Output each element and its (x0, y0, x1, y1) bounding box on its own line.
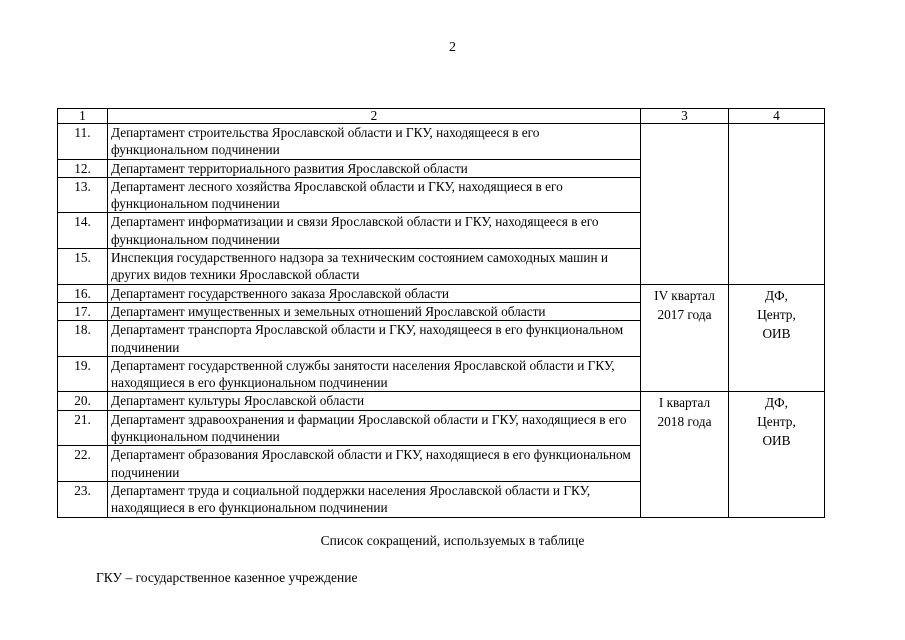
row-text: Инспекция государственного надзора за техническим состоянием самоходных машин и других видов техники Ярославской области (108, 249, 641, 285)
abbreviations-title: Список сокращений, используемых в таблице (320, 533, 585, 548)
abbreviation-item: ГКУ – государственное казенное учреждение (96, 570, 358, 585)
row-text: Департамент здравоохранения и фармации Ярославской области и ГКУ, находящиеся в его функциональном подчинении (108, 410, 641, 446)
period-line: IV квартал (654, 287, 715, 303)
responsible-cell (729, 124, 825, 285)
row-text: Департамент имущественных и земельных отношений Ярославской области (108, 302, 641, 320)
responsible-line: ДФ, (765, 287, 788, 303)
responsible-cell (729, 284, 825, 392)
period-line: I квартал (658, 395, 711, 411)
period-line: 2017 года (657, 306, 712, 322)
row-number: 13. (58, 177, 108, 213)
row-text: Департамент лесного хозяйства Ярославской области и ГКУ, находящиеся в его функциональном подчинении (108, 177, 641, 213)
row-text: Департамент территориального развития Ярославской области (108, 159, 641, 177)
row-number: 19. (58, 356, 108, 392)
row-number: 12. (58, 159, 108, 177)
row-number: 21. (58, 410, 108, 446)
column-header: 1 (58, 109, 108, 124)
responsible-line: ОИВ (762, 433, 791, 449)
page-number: 2 (449, 40, 456, 55)
row-number: 23. (58, 481, 108, 517)
period-cell (641, 392, 729, 517)
schedule-table (57, 108, 825, 518)
row-number: 11. (58, 124, 108, 160)
row-text: Департамент информатизации и связи Ярославской области и ГКУ, находящееся в его функциональном подчинении (108, 213, 641, 249)
responsible-line: Центр, (757, 306, 796, 322)
row-number: 17. (58, 302, 108, 320)
period-cell (641, 124, 729, 285)
column-header: 3 (641, 109, 729, 124)
responsible-cell (729, 392, 825, 517)
row-text: Департамент образования Ярославской области и ГКУ, находящиеся в его функциональном подчинении (108, 446, 641, 482)
table-row (58, 392, 825, 410)
row-number: 16. (58, 284, 108, 302)
row-text: Департамент культуры Ярославской области (108, 392, 641, 410)
period-line: 2018 года (657, 414, 712, 430)
row-text: Департамент строительства Ярославской области и ГКУ, находящееся в его функциональном подчинении (108, 124, 641, 160)
column-header: 4 (729, 109, 825, 124)
responsible-line: Центр, (757, 414, 796, 430)
responsible-line: ДФ, (765, 395, 788, 411)
column-header: 2 (108, 109, 641, 124)
period-cell (641, 284, 729, 392)
row-text: Департамент транспорта Ярославской области и ГКУ, находящееся в его функциональном подчинении (108, 321, 641, 357)
row-number: 14. (58, 213, 108, 249)
row-text: Департамент государственного заказа Ярославской области (108, 284, 641, 302)
row-text: Департамент государственной службы занятости населения Ярославской области и ГКУ, находящиеся в его функциональном подчинении (108, 356, 641, 392)
table-row (58, 284, 825, 302)
row-number: 22. (58, 446, 108, 482)
row-text: Департамент труда и социальной поддержки населения Ярославской области и ГКУ, находящиеся в его функциональном подчинении (108, 481, 641, 517)
row-number: 20. (58, 392, 108, 410)
table-header-row (58, 109, 825, 124)
row-number: 15. (58, 249, 108, 285)
table-row (58, 124, 825, 160)
row-number: 18. (58, 321, 108, 357)
responsible-line: ОИВ (762, 325, 791, 341)
